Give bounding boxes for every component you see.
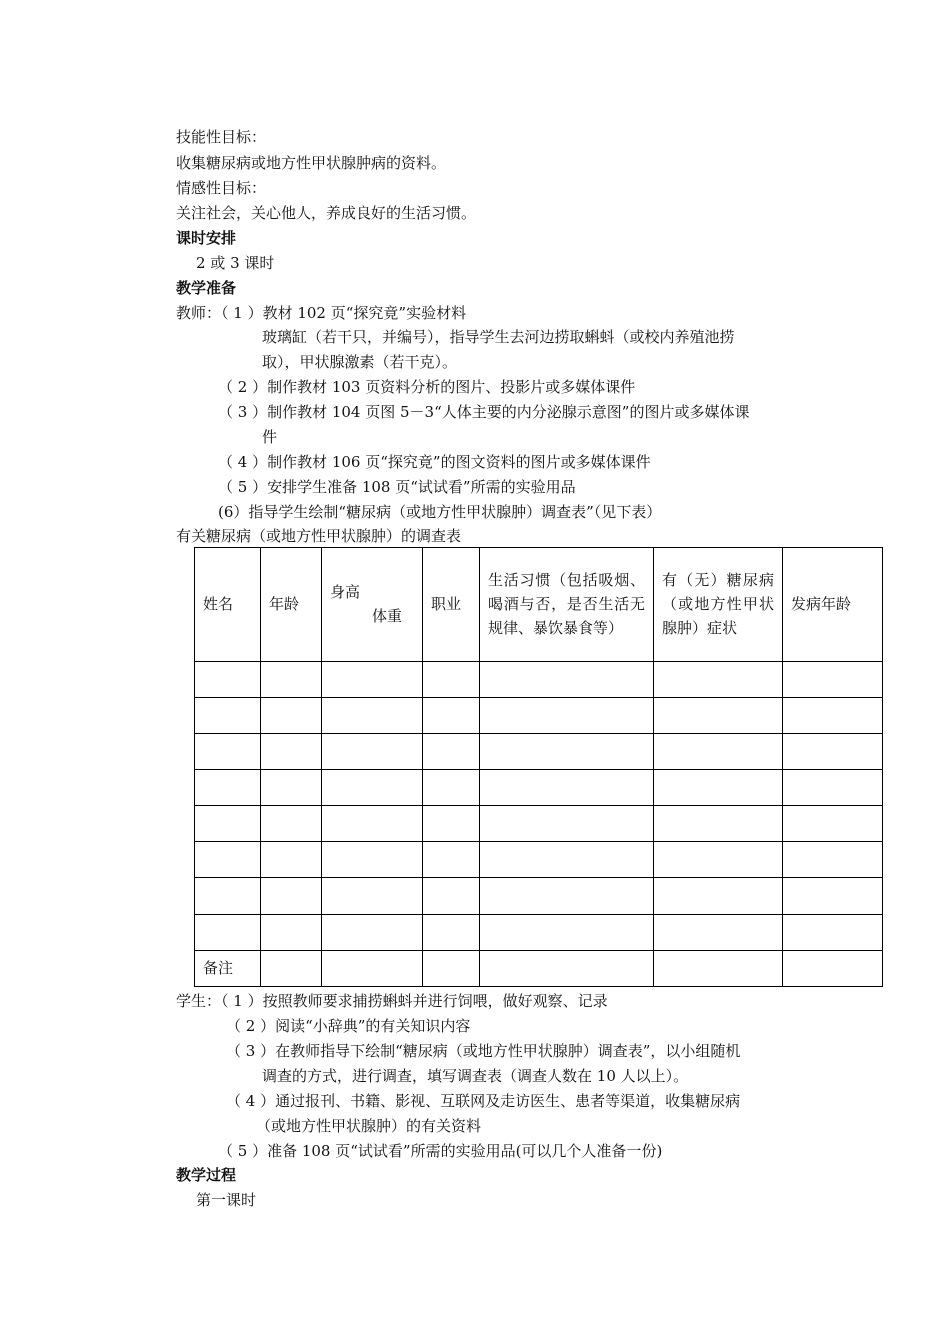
table-cell[interactable]	[261, 842, 322, 878]
teacher-item-5: （ 5 ）安排学生准备 108 页“试试看”所需的实验用品	[218, 478, 576, 496]
table-row	[195, 661, 883, 697]
table-cell[interactable]	[322, 661, 423, 697]
table-cell[interactable]	[654, 733, 783, 769]
table-cell[interactable]	[261, 661, 322, 697]
teacher-item-1: 教师：（ 1 ）教材 102 页“探究竟”实验材料	[176, 304, 467, 322]
table-cell[interactable]	[322, 950, 423, 986]
table-cell[interactable]	[195, 914, 261, 950]
table-row	[195, 842, 883, 878]
table-cell[interactable]	[654, 769, 783, 805]
skill-goal-heading: 技能性目标：	[176, 128, 267, 146]
table-cell[interactable]	[480, 914, 654, 950]
teacher-item-2: （ 2 ）制作教材 103 页资料分析的图片、投影片或多媒体课件	[218, 378, 636, 396]
table-cell[interactable]	[654, 914, 783, 950]
table-cell[interactable]	[195, 878, 261, 914]
table-cell[interactable]	[261, 806, 322, 842]
table-cell[interactable]	[480, 842, 654, 878]
table-cell[interactable]	[261, 733, 322, 769]
table-row	[195, 697, 883, 733]
student-item-5: （ 5 ）准备 108 页“试试看”所需的实验用品(可以几个人准备一份)	[218, 1142, 663, 1160]
table-cell[interactable]	[322, 806, 423, 842]
table-cell[interactable]	[783, 806, 883, 842]
table-cell[interactable]	[423, 914, 480, 950]
table-cell[interactable]	[423, 697, 480, 733]
teacher-item-3-cont: 件	[262, 428, 278, 446]
teacher-item-3: （ 3 ）制作教材 104 页图 5－3“人体主要的内分泌腺示意图”的图片或多媒体课	[218, 403, 750, 421]
table-cell[interactable]	[195, 842, 261, 878]
header-habits: 生活习惯（包括吸烟、喝酒与否，是否生活无规律、暴饮暴食等）	[480, 548, 654, 662]
table-cell[interactable]	[480, 950, 654, 986]
table-cell[interactable]	[783, 733, 883, 769]
table-cell[interactable]	[480, 806, 654, 842]
schedule-text: 2 或 3 课时	[196, 254, 275, 272]
student-item-4: （ 4 ）通过报刊、书籍、影视、互联网及走访医生、患者等渠道，收集糖尿病	[226, 1092, 741, 1110]
table-cell[interactable]	[480, 769, 654, 805]
table-cell[interactable]	[654, 806, 783, 842]
table-cell[interactable]	[322, 769, 423, 805]
table-row	[195, 733, 883, 769]
header-weight: 体重	[372, 607, 403, 626]
table-cell[interactable]	[261, 914, 322, 950]
table-cell[interactable]	[480, 733, 654, 769]
table-row	[195, 878, 883, 914]
header-onset-age: 发病年龄	[783, 548, 883, 662]
table-cell[interactable]	[654, 697, 783, 733]
header-height: 身高	[330, 583, 361, 602]
table-cell[interactable]	[423, 661, 480, 697]
teacher-item-4: （ 4 ）制作教材 106 页“探究竟”的图文资料的图片或多媒体课件	[218, 453, 651, 471]
table-cell[interactable]	[322, 914, 423, 950]
remark-label: 备注	[195, 950, 261, 986]
table-row	[195, 914, 883, 950]
student-item-3-cont: 调查的方式，进行调查，填写调查表（调查人数在 10 人以上）。	[262, 1067, 689, 1085]
first-lesson-label: 第一课时	[196, 1191, 257, 1209]
teacher-item-6: (6）指导学生绘制“糖尿病（或地方性甲状腺肿）调查表”（见下表）	[218, 503, 662, 521]
table-cell[interactable]	[423, 842, 480, 878]
preparation-heading: 教学准备	[176, 279, 237, 297]
table-cell[interactable]	[423, 733, 480, 769]
skill-goal-text: 收集糖尿病或地方性甲状腺肿病的资料。	[176, 154, 447, 172]
student-item-1: 学生：（ 1 ）按照教师要求捕捞蝌蚪并进行饲喂，做好观察、记录	[176, 992, 608, 1010]
survey-table	[194, 547, 883, 987]
table-cell[interactable]	[783, 697, 883, 733]
emotion-goal-text: 关注社会，关心他人，养成良好的生活习惯。	[176, 204, 477, 222]
table-cell[interactable]	[322, 878, 423, 914]
table-cell[interactable]	[480, 878, 654, 914]
table-cell[interactable]	[322, 842, 423, 878]
table-cell[interactable]	[783, 769, 883, 805]
table-cell[interactable]	[480, 697, 654, 733]
teacher-item-1-detail: 玻璃缸（若干只，并编号），指导学生去河边捞取蝌蚪（或校内养殖池捞	[262, 328, 735, 346]
table-cell[interactable]	[783, 878, 883, 914]
table-cell[interactable]	[654, 878, 783, 914]
table-cell[interactable]	[322, 733, 423, 769]
table-cell[interactable]	[783, 950, 883, 986]
process-heading: 教学过程	[176, 1166, 237, 1184]
table-cell[interactable]	[195, 661, 261, 697]
table-header-row	[195, 548, 883, 662]
table-cell[interactable]	[195, 697, 261, 733]
student-item-4-cont: （或地方性甲状腺肿）的有关资料	[256, 1117, 482, 1135]
table-cell[interactable]	[783, 842, 883, 878]
table-cell[interactable]	[261, 950, 322, 986]
table-cell[interactable]	[195, 769, 261, 805]
table-cell[interactable]	[195, 806, 261, 842]
student-item-3: （ 3 ）在教师指导下绘制“糖尿病（或地方性甲状腺肿）调查表”，以小组随机	[226, 1042, 741, 1060]
table-cell[interactable]	[423, 950, 480, 986]
table-cell[interactable]	[654, 661, 783, 697]
table-cell[interactable]	[423, 806, 480, 842]
table-row	[195, 806, 883, 842]
header-disease: 有（无）糖尿病（或地方性甲状腺肿）症状	[654, 548, 783, 662]
schedule-heading: 课时安排	[176, 229, 237, 247]
header-age: 年龄	[261, 548, 322, 662]
table-cell[interactable]	[480, 661, 654, 697]
table-cell[interactable]	[261, 697, 322, 733]
header-height-weight	[322, 548, 423, 662]
table-row	[195, 769, 883, 805]
header-name: 姓名	[195, 548, 261, 662]
table-cell[interactable]	[423, 878, 480, 914]
table-cell[interactable]	[654, 842, 783, 878]
table-cell[interactable]	[783, 914, 883, 950]
table-cell[interactable]	[783, 661, 883, 697]
table-cell[interactable]	[261, 878, 322, 914]
student-item-2: （ 2 ）阅读“小辞典”的有关知识内容	[226, 1017, 471, 1035]
table-cell[interactable]	[654, 950, 783, 986]
table-cell[interactable]	[322, 697, 423, 733]
teacher-item-1-detail-cont: 取），甲状腺激素（若干克）。	[262, 353, 458, 371]
table-cell[interactable]	[195, 733, 261, 769]
table-cell[interactable]	[423, 769, 480, 805]
header-job: 职业	[423, 548, 480, 662]
table-caption: 有关糖尿病（或地方性甲状腺肿）的调查表	[176, 527, 462, 545]
emotion-goal-heading: 情感性目标：	[176, 179, 267, 197]
table-remark-row	[195, 950, 883, 986]
table-cell[interactable]	[261, 769, 322, 805]
